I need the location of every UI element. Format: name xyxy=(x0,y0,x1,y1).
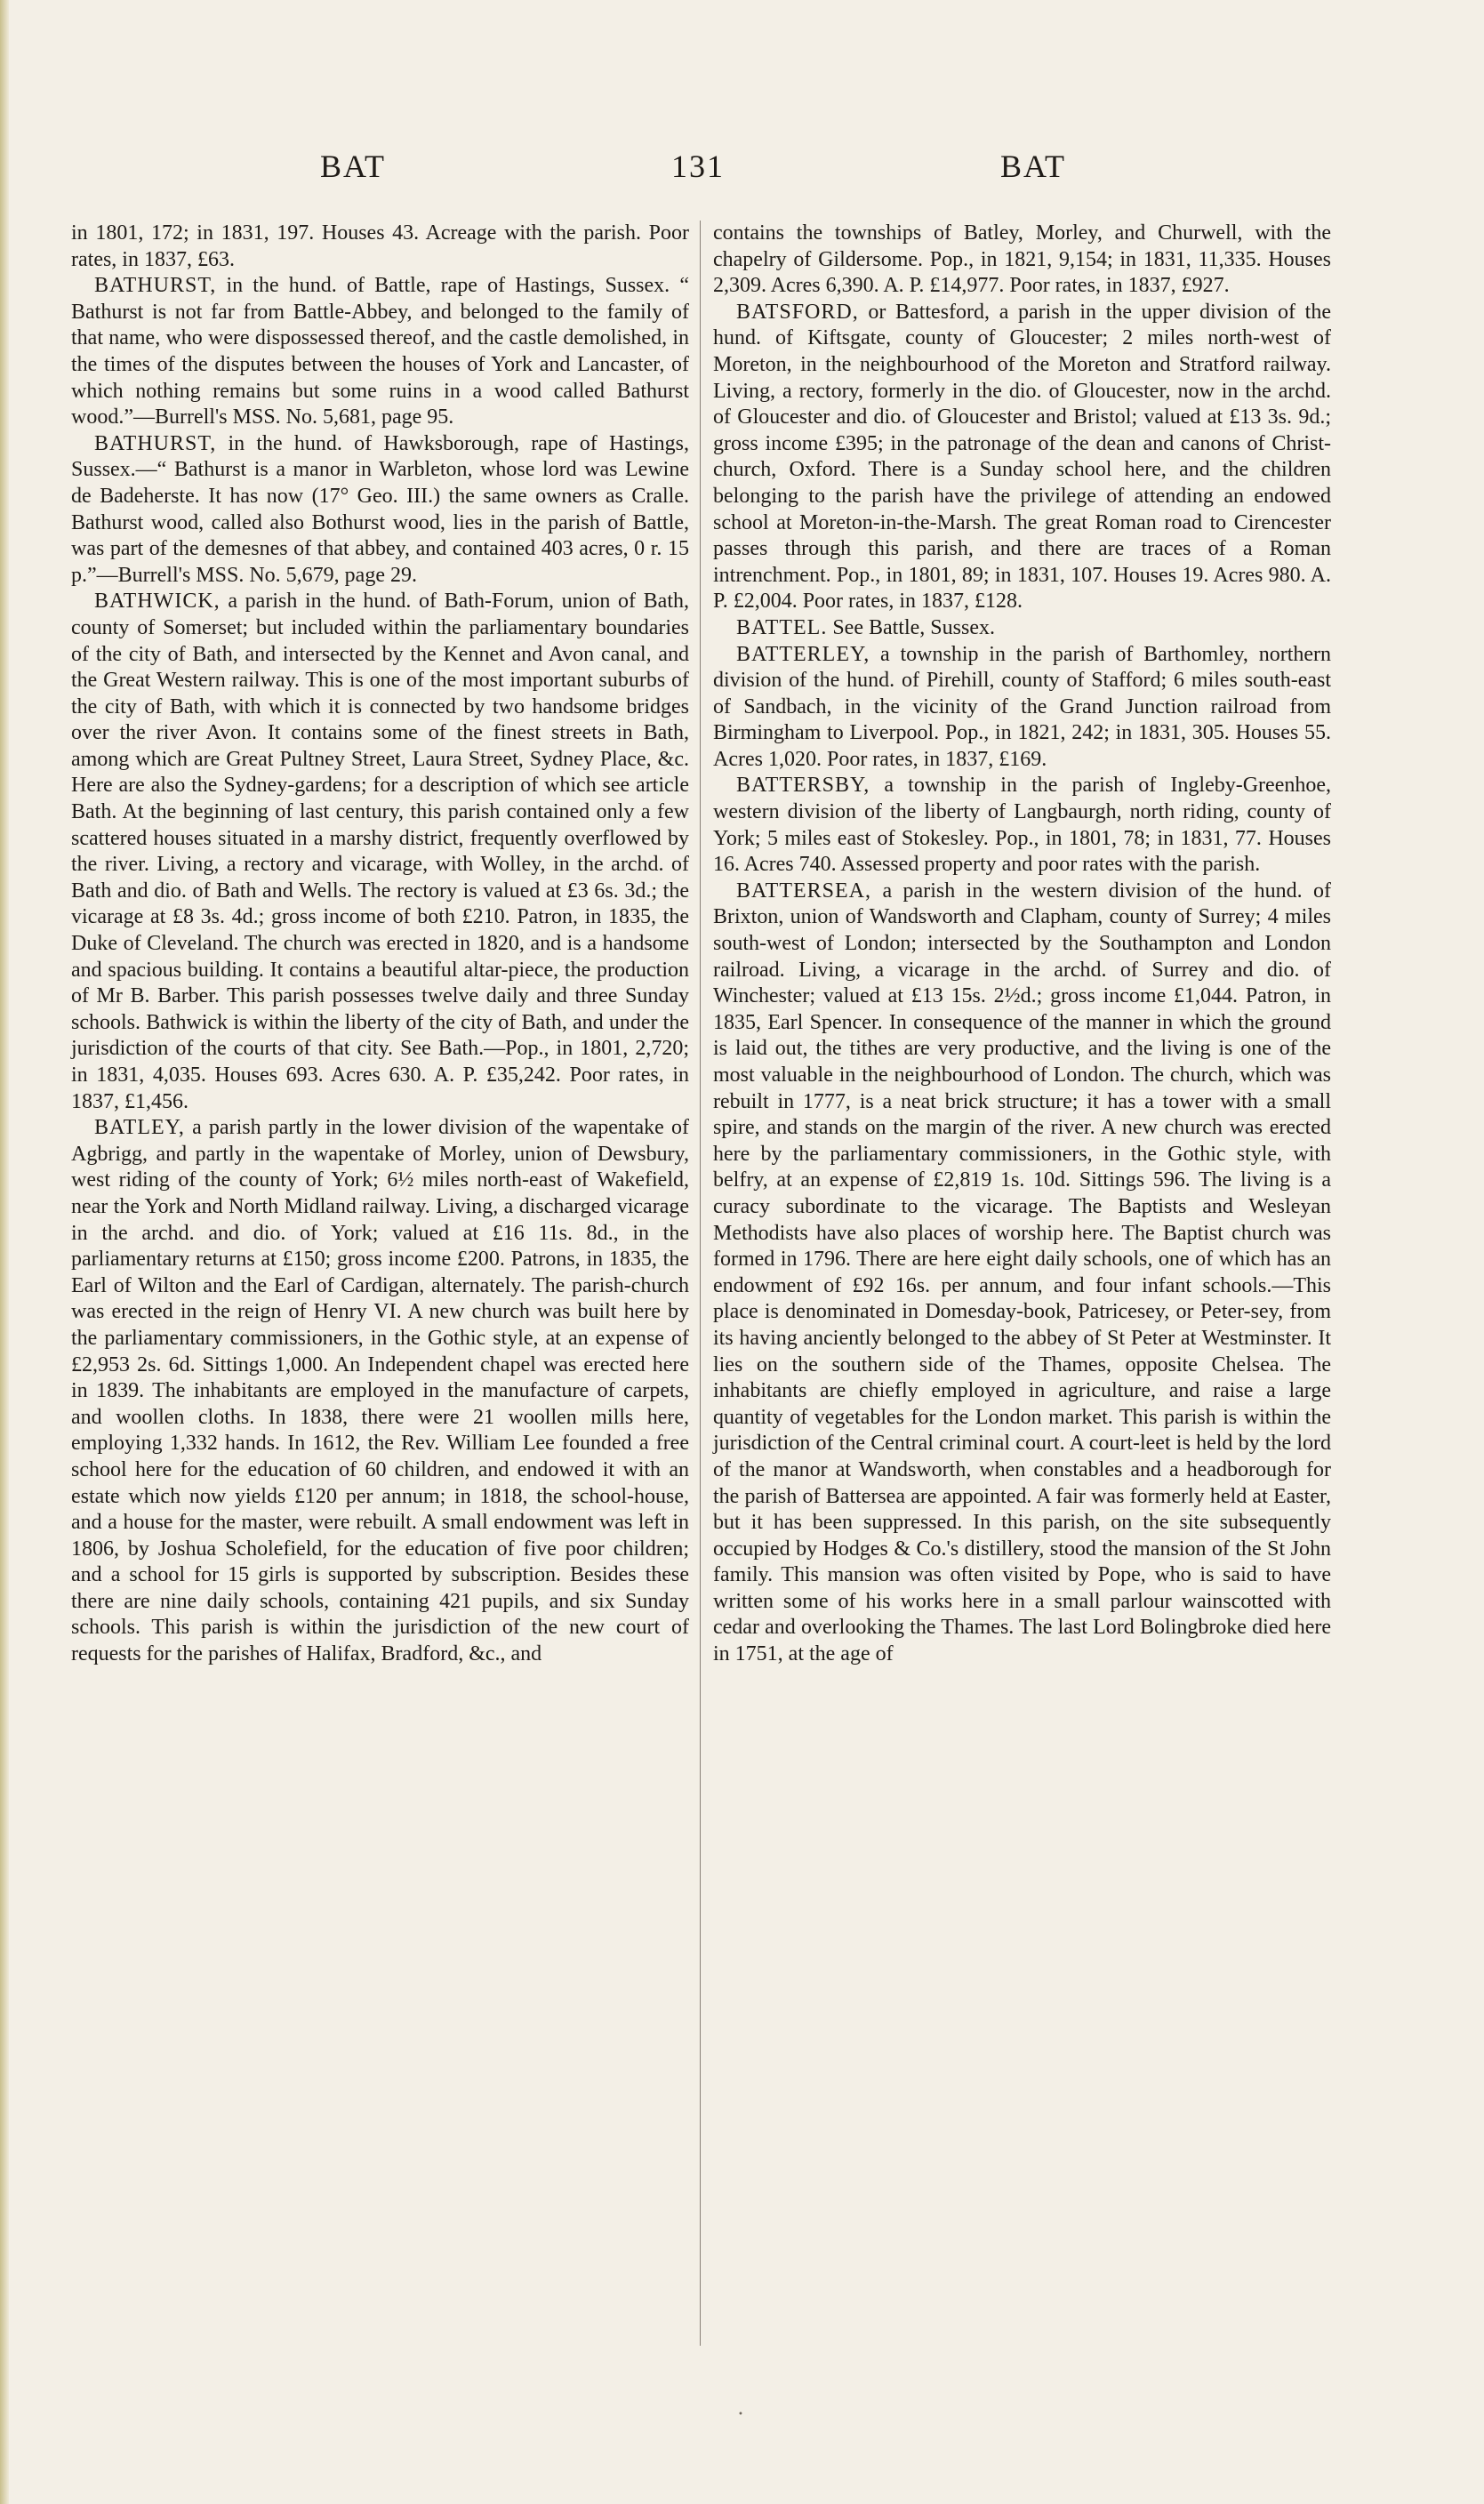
entry-text: a parish in the western division of the hund. of Brixton, union of Wandsworth and Clapham, county of Surrey; 4 miles south-west of London; intersected by the Southampton and London railroad. Living, a vicarage in the archd. of Surrey and dio. of Winchester; valued at £13 15s. 2½d.; gross income £1,044. Patron, in 1835, Earl Spencer. In consequence of the manner in which the ground is laid out, the tithes are very productive, and the living is one of the most valuable in the neighbourhood of London. The church, which was rebuilt in 1777, is a neat brick structure; it has a tower with a small spire, and stands on the margin of the river. A new church was erected here by the parliamentary commissioners, in the Gothic style, with belfry, at an expense of £2,819 1s. 10d. Sittings 596. The living is a curacy subordinate to the vicarage. The Baptists and Wesleyan Methodists have also places of worship here. The Baptist church was formed in 1796. There are here eight daily schools, one of which has an endowment of £92 16s. per annum, and four infant schools.—This place is denominated in Domesday-book, Patricesey, or Peter-sey, from its having anciently belonged to the abbey of St Peter at Westminster. It lies on the southern side of the Thames, opposite Chelsea. The inhabitants are chiefly employed in agriculture, and raise a large quantity of vegetables for the London market. This parish is within the jurisdiction of the Central criminal court. A court-leet is held by the lord of the manor at Wandsworth, when constables and a headborough for the parish of Battersea are appointed. A fair was formerly held at Easter, but it has been suppressed. In this parish, on the site subsequently occupied by Hodges & Co.'s distillery, stood the mansion of the St John family. This mansion was often visited by Pope, who is said to have written some of his works here in a small parlour wainscotted with cedar and overlooking the Thames. The last Lord Bolingbroke died here in 1751, at the age of xyxy=(713,879,1332,1666)
entry-headword: BATLEY, xyxy=(94,1116,185,1140)
entry-text: a township in the parish of Ingleby-Greenhoe, western division of the liberty of Langbaurgh, north riding, county of York; 5 miles east of Stokesley. Pop., in 1801, 78; in 1831, 77. Houses 16. Acres 740. Assessed property and poor rates with the parish. xyxy=(713,774,1331,877)
entry-text: contains the townships of Batley, Morley, and Churwell, with the chapelry of Gildersome. Pop., in 1821, 9,154; in 1831, 11,335. Houses 2,309. Acres 6,390. A. P. £14,977. Poor rates, in 1837, £927. xyxy=(713,221,1331,298)
entry-text: a parish partly in the lower division of the wapentake of Agbrigg, and partly in the wapentake of Morley, union of Dewsbury, west riding of the county of York; 6½ miles north-east of Wakefield, near the York and North Midland railway. Living, a discharged vicarage in the archd. and dio. of York; valued at £16 11s. 8d., in the parliamentary returns at £150; gross income £200. Patrons, in 1835, the Earl of Wilton and the Earl of Cardigan, alternately. The parish-church was erected in the reign of Henry VI. A new church was built here by the parliamentary commissioners, in the Gothic style, at an expense of £2,953 2s. 6d. Sittings 1,000. An Independent chapel was erected here in 1839. The inhabitants are employed in the manufacture of carpets, and woollen cloths. In 1838, there were 21 woollen mills here, employing 1,332 hands. In 1612, the Rev. William Lee founded a free school here for the education of 60 children, and endowed it with an estate which now yields £120 per annum; in 1818, the school-house, and a house for the master, were rebuilt. A small endowment was left in 1806, by Joshua Scholefield, for the education of five poor children; and a school for 15 girls is supported by subscription. Besides these there are nine daily schools, containing 421 pupils, and six Sunday schools. This parish is within the jurisdiction of the new court of requests for the parishes of Halifax, Bradford, &c., and xyxy=(71,1116,690,1666)
gazetteer-entry xyxy=(71,273,689,431)
gazetteer-entry xyxy=(71,1115,689,1667)
gazetteer-entry xyxy=(713,221,1331,300)
gazetteer-entry xyxy=(71,431,689,590)
entry-text: See Battle, Sussex. xyxy=(832,615,995,639)
gazetteer-entry xyxy=(713,300,1331,615)
entry-headword: BATSFORD, xyxy=(736,300,859,324)
entry-headword: BATHURST, xyxy=(94,431,217,455)
gazetteer-entry xyxy=(713,773,1331,878)
entry-headword: BATHURST, xyxy=(94,274,217,298)
column-divider xyxy=(700,221,701,2346)
gazetteer-entry xyxy=(713,642,1331,774)
entry-text: a township in the parish of Barthomley, northern division of the hund. of Pirehill, county of Stafford; 6 miles south-east of Sandbach, in the vicinity of the Grand Junction railroad from Birmingham to Liverpool. Pop., in 1821, 242; in 1831, 305. Houses 55. Acres 1,020. Poor rates, in 1837, £169. xyxy=(713,642,1331,771)
header-right-catchword: BAT xyxy=(1000,148,1067,184)
entry-headword: BATHWICK, xyxy=(94,590,221,614)
page-number: 131 xyxy=(671,148,725,184)
entry-headword: BATTEL. xyxy=(736,615,828,639)
gazetteer-entry xyxy=(71,589,689,1115)
entry-text: or Battesford, a parish in the upper division of the hund. of Kiftsgate, county of Gloucester; 2 miles north-west of Moreton, in the neighbourhood of the Moreton and Stratford railway. Living, a rectory, formerly in the dio. of Gloucester, now in the archd. of Gloucester and dio. of Gloucester and Bristol; valued at £13 3s. 9d.; gross income £395; in the patronage of the dean and canons of Christ-church, Oxford. There is a Sunday school here, and the children belonging to the parish have the privilege of attending an endowed school at Moreton-in-the-Marsh. The great Roman road to Cirencester passes through this parish, and there are traces of a Roman intrenchment. Pop., in 1801, 89; in 1831, 107. Houses 19. Acres 980. A. P. £2,004. Poor rates, in 1837, £128. xyxy=(713,300,1331,614)
header-left-catchword: BAT xyxy=(320,148,387,184)
right-column xyxy=(713,221,1331,1668)
entry-headword: BATTERSBY, xyxy=(736,774,870,798)
entry-headword: BATTERSEA, xyxy=(736,879,872,903)
left-column xyxy=(71,221,689,1668)
gazetteer-entry xyxy=(713,879,1331,1668)
page-edge xyxy=(0,0,9,2504)
entry-text: in 1801, 172; in 1831, 197. Houses 43. Acreage with the parish. Poor rates, in 1837, £63. xyxy=(71,221,689,271)
gazetteer-entry xyxy=(713,615,1331,642)
entry-headword: BATTERLEY, xyxy=(736,642,870,666)
page-mark: • xyxy=(738,2410,743,2420)
entry-text: in the hund. of Battle, rape of Hastings, Sussex. “ Bathurst is not far from Battle-Abbey, and belonged to the family of that name, who were dispossessed thereof, and the castle demolished, in the times of the disputes between the houses of York and Lancaster, of which nothing remains but some ruins in a wood called Bathurst wood.”—Burrell's MSS. No. 5,681, page 95. xyxy=(71,274,690,429)
entry-text: in the hund. of Hawksborough, rape of Hastings, Sussex.—“ Bathurst is a manor in Warbleton, whose lord was Lewine de Badeherste. It has now (17° Geo. III.) the same owners as Cralle. Bathurst wood, called also Bothurst wood, lies in the parish of Battle, was part of the demesnes of that abbey, and contained 403 acres, 0 r. 15 p.”—Burrell's MSS. No. 5,679, page 29. xyxy=(71,431,690,587)
running-header xyxy=(0,148,1484,192)
entry-text: a parish in the hund. of Bath-Forum, union of Bath, county of Somerset; but included within the parliamentary boundaries of the city of Bath, and intersected by the Kennet and Avon canal, and the Great Western railway. This is one of the most important suburbs of the city of Bath, with which it is connected by two handsome bridges over the river Avon. It contains some of the finest streets in Bath, among which are Great Pultney Street, Laura Street, Sydney Place, &c. Here are also the Sydney-gardens; for a description of which see article Bath. At the beginning of last century, this parish contained only a few scattered houses situated in a marshy district, frequently overflowed by the river. Living, a rectory and vicarage, with Wolley, in the archd. of Bath and dio. of Bath and Wells. The rectory is valued at £3 6s. 3d.; the vicarage at £8 3s. 4d.; gross income of both £210. Patron, in 1835, the Duke of Cleveland. The church was erected in 1820, and is a handsome and spacious building. It contains a beautiful altar-piece, the production of Mr B. Barber. This parish possesses twelve daily and three Sunday schools. Bathwick is within the liberty of the city of Bath, and under the jurisdiction of the courts of that city. See Bath.—Pop., in 1801, 2,720; in 1831, 4,035. Houses 693. Acres 630. A. P. £35,242. Poor rates, in 1837, £1,456. xyxy=(71,590,690,1113)
gazetteer-entry xyxy=(71,221,689,273)
